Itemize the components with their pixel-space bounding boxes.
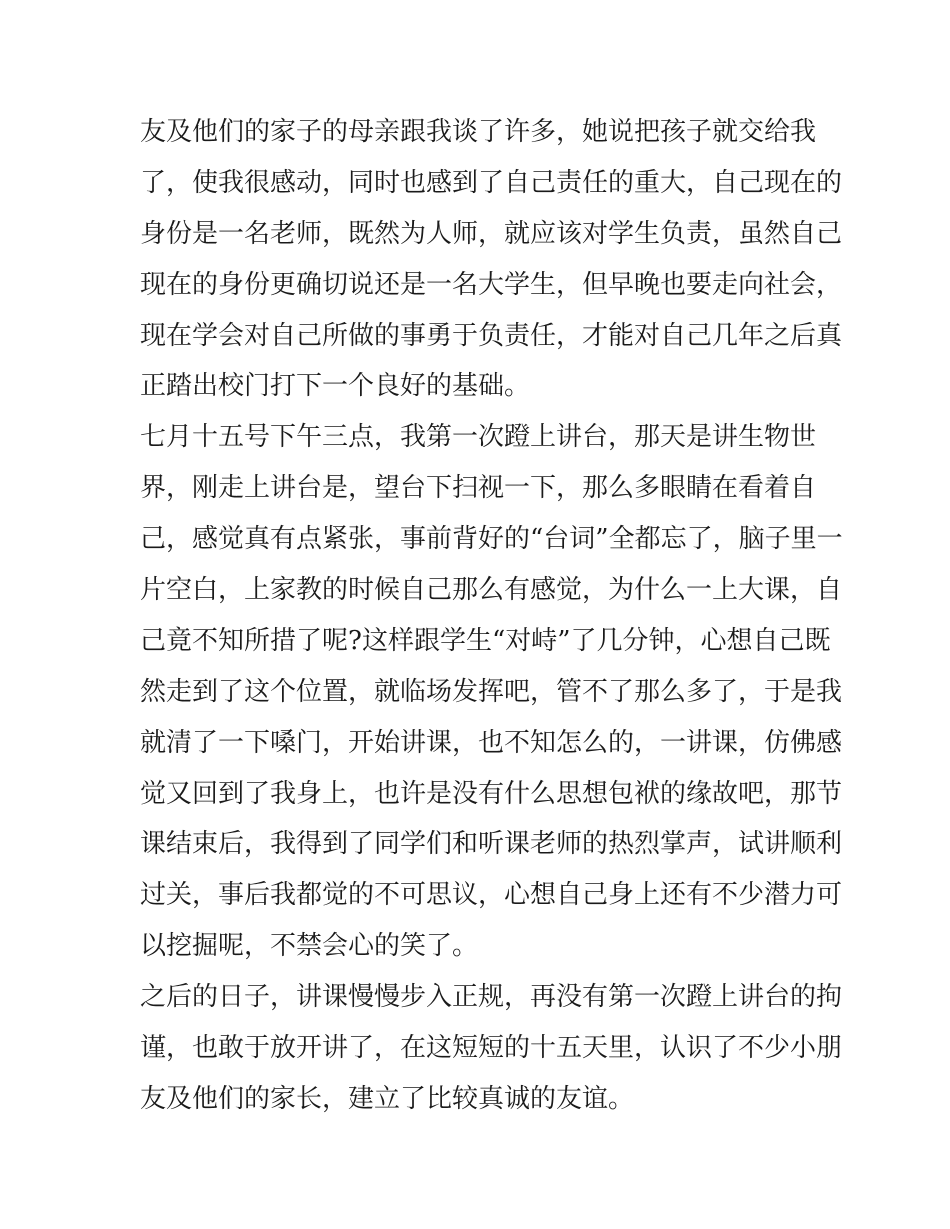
text-line-8: 界，刚走上讲台是，望台下扫视一下，那么多眼睛在看着自	[140, 473, 817, 504]
text-line-17: 以挖掘呢，不禁会心的笑了。	[140, 931, 479, 962]
text-line-6: 正踏出校门打下一个良好的基础。	[140, 371, 531, 402]
text-line-10: 片空白，上家教的时候自己那么有感觉，为什么一上大课，自	[140, 575, 843, 606]
text-line-12: 然走到了这个位置，就临场发挥吧，管不了那么多了，于是我	[140, 676, 843, 707]
text-line-20: 友及他们的家长，建立了比较真诚的友谊。	[140, 1083, 635, 1114]
document-body	[140, 107, 843, 1125]
text-line-16: 过关，事后我都觉的不可思议，心想自己身上还有不少潜力可	[140, 880, 843, 911]
text-line-15: 课结束后，我得到了同学们和听课老师的热烈掌声，试讲顺利	[140, 829, 843, 860]
text-line-7: 七月十五号下午三点，我第一次蹬上讲台，那天是讲生物世	[140, 422, 817, 453]
text-line-2: 了，使我很感动，同时也感到了自己责任的重大，自己现在的	[140, 167, 843, 198]
text-line-5: 现在学会对自己所做的事勇于负责任，才能对自己几年之后真	[140, 320, 843, 351]
text-line-19: 谨，也敢于放开讲了，在这短短的十五天里，认识了不少小朋	[140, 1033, 843, 1064]
text-line-18: 之后的日子，讲课慢慢步入正规，再没有第一次蹬上讲台的拘	[140, 982, 843, 1013]
text-line-4: 现在的身份更确切说还是一名大学生，但早晚也要走向社会，	[140, 269, 843, 300]
text-line-14: 觉又回到了我身上，也许是没有什么思想包袱的缘故吧，那节	[140, 778, 843, 809]
text-line-13: 就清了一下嗓门，开始讲课，也不知怎么的，一讲课，仿佛感	[140, 727, 843, 758]
text-line-11: 己竟不知所措了呢?这样跟学生“对峙”了几分钟，心想自己既	[140, 625, 831, 656]
text-line-3: 身份是一名老师，既然为人师，就应该对学生负责，虽然自己	[140, 218, 843, 249]
text-line-9: 己，感觉真有点紧张，事前背好的“台词”全都忘了，脑子里一	[140, 524, 843, 555]
text-line-1: 友及他们的家子的母亲跟我谈了许多，她说把孩子就交给我	[140, 117, 817, 147]
